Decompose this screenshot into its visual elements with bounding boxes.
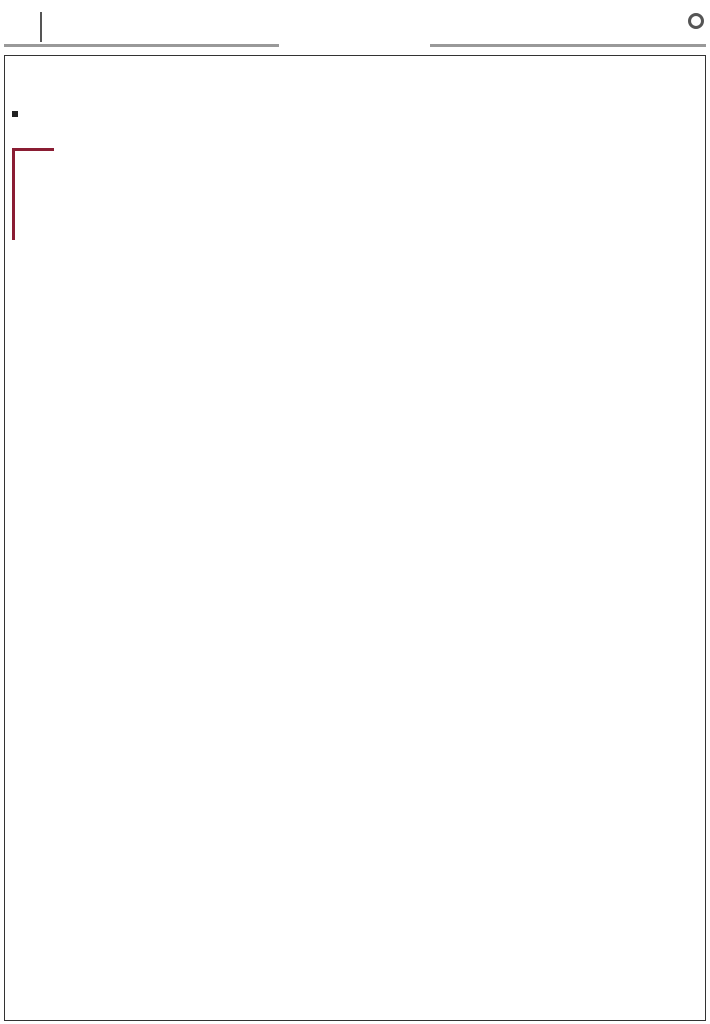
article-column-2 bbox=[258, 138, 413, 533]
main-byline bbox=[12, 110, 22, 118]
lede-accent-top bbox=[12, 148, 54, 151]
page-header bbox=[0, 0, 710, 46]
article-column-1 bbox=[103, 138, 251, 533]
header-rule-left bbox=[4, 44, 279, 47]
lede-accent-bar bbox=[12, 148, 15, 240]
byline-square-icon bbox=[12, 111, 18, 117]
newspaper-emblem-icon bbox=[688, 13, 704, 29]
header-divider bbox=[40, 12, 42, 42]
header-rule-right bbox=[430, 44, 706, 47]
